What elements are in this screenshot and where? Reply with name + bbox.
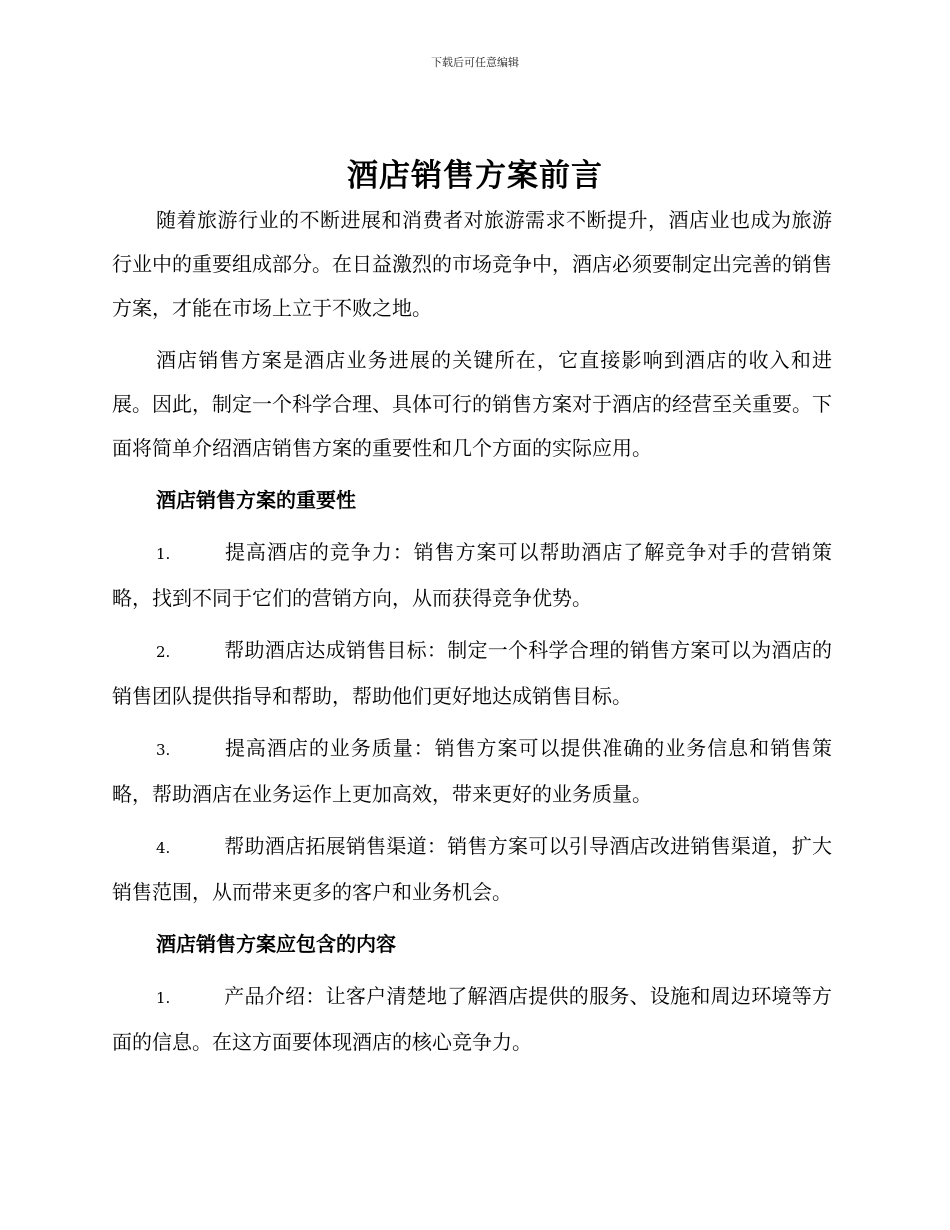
list-item [112,530,832,620]
list-item-number: 1. [156,989,171,1007]
document-title: 酒店销售方案前言 [347,158,603,194]
intro-paragraph: 随着旅游行业的不断进展和消费者对旅游需求不断提升，酒店业也成为旅游行业中的重要组成部分。在日益激烈的市场竞争中，酒店必须要制定出完善的销售方案，才能在市场上立于不败之地。 [112,208,832,320]
list-item-text: 产品介绍：让客户清楚地了解酒店提供的服务、设施和周边环境等方面的信息。在这方面要体现酒店的核心竞争力。 [112,984,832,1054]
list-item-text: 帮助酒店达成销售目标：制定一个科学合理的销售方案可以为酒店的销售团队提供指导和帮助，帮助他们更好地达成销售目标。 [112,638,832,708]
list-item [112,824,832,914]
list-item [112,974,832,1064]
section-heading: 酒店销售方案的重要性 [156,488,356,512]
intro-paragraph: 酒店销售方案是酒店业务进展的关键所在，它直接影响到酒店的收入和进展。因此，制定一个科学合理、具体可行的销售方案对于酒店的经营至关重要。下面将简单介绍酒店销售方案的重要性和几个方面的实际应用。 [112,348,832,460]
document-body [112,198,832,1072]
list-item-text: 提高酒店的竞争力：销售方案可以帮助酒店了解竞争对手的营销策略，找到不同于它们的营销方向，从而获得竞争优势。 [112,540,832,610]
list-item-number: 2. [156,643,171,661]
list-item-number: 4. [156,839,171,857]
header-note: 下载后可任意编辑 [431,56,519,69]
list-item [112,726,832,816]
section-heading: 酒店销售方案应包含的内容 [156,932,396,956]
list-item-number: 1. [156,545,171,563]
list-item-text: 帮助酒店拓展销售渠道：销售方案可以引导酒店改进销售渠道，扩大销售范围，从而带来更多的客户和业务机会。 [112,834,832,904]
list-item-text: 提高酒店的业务质量：销售方案可以提供准确的业务信息和销售策略，帮助酒店在业务运作上更加高效，带来更好的业务质量。 [112,736,832,806]
list-item [112,628,832,718]
list-item-number: 3. [156,741,171,759]
